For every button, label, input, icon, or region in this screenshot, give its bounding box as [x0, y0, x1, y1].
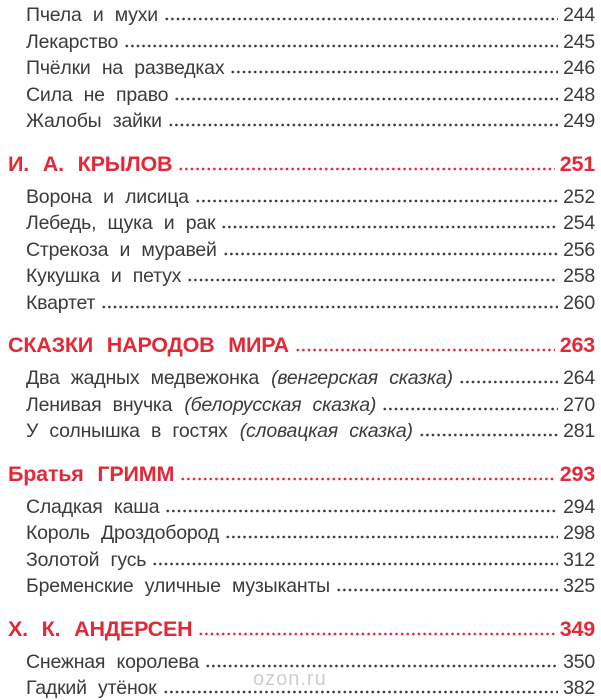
dot-leader [101, 305, 558, 309]
entry-page-number: 248 [563, 83, 595, 106]
entry-page-number: 264 [563, 367, 595, 389]
entry-page-number: 312 [563, 548, 595, 571]
toc-entry [0, 57, 595, 84]
entry-note: (венгерская сказка) [271, 367, 453, 389]
section-heading [0, 152, 595, 182]
dot-leader [382, 407, 558, 411]
entry-page-number: 246 [563, 57, 595, 79]
entry-title: Снежная королева [26, 650, 199, 673]
dot-leader [187, 278, 558, 282]
section-page-number: 251 [559, 151, 595, 176]
toc-entry [0, 239, 595, 266]
entry-title: Сила не право [26, 83, 169, 106]
entry-page-number: 249 [563, 110, 595, 132]
section-heading-label: И. А. КРЫЛОВ [8, 151, 173, 176]
dot-leader [163, 690, 559, 694]
section-heading [0, 333, 595, 363]
dot-leader [164, 17, 558, 21]
entry-page-number: 258 [563, 265, 595, 287]
entry-page-number: 254 [563, 212, 595, 234]
toc-entry [0, 31, 595, 58]
dot-leader [152, 562, 558, 566]
entry-title: Лебедь, щука и рак [26, 212, 216, 234]
dot-leader [230, 70, 558, 74]
section-heading [0, 617, 595, 647]
entry-title: Бременские уличные музыканты [26, 575, 330, 597]
toc-entry [0, 549, 595, 576]
toc-section [0, 333, 595, 447]
toc-entry [0, 420, 595, 447]
section-heading [0, 462, 595, 492]
entry-title: Гадкий утёнок [26, 677, 157, 699]
entry-title: Пчела и мухи [26, 4, 158, 26]
table-of-contents [0, 4, 595, 700]
entry-note: (словацкая сказка) [239, 420, 413, 442]
section-heading-label: Братья ГРИММ [8, 461, 175, 486]
dot-leader [336, 588, 558, 592]
entry-title: Ленивая внучка [26, 393, 173, 416]
entry-page-number: 281 [563, 420, 595, 442]
toc-entry [0, 522, 595, 549]
toc-entry [0, 212, 595, 239]
toc-entry [0, 4, 595, 31]
dot-leader [221, 225, 558, 229]
entry-title: Кукушка и петух [26, 265, 182, 287]
entry-title: Лекарство [26, 30, 119, 53]
dot-leader [168, 123, 558, 127]
dot-leader [178, 167, 554, 171]
entry-page-number: 245 [563, 30, 595, 53]
section-heading-label: СКАЗКИ НАРОДОВ МИРА [8, 333, 289, 357]
entry-title: Два жадных медвежонка [26, 367, 260, 389]
section-heading-label: Х. К. АНДЕРСЕН [8, 616, 193, 641]
entry-page-number: 270 [563, 393, 595, 416]
entry-page-number: 298 [563, 522, 595, 544]
entry-note: (белорусская сказка) [184, 393, 377, 416]
dot-leader [223, 252, 558, 256]
dot-leader [124, 44, 558, 48]
entry-title: Стрекоза и муравей [26, 238, 217, 261]
toc-entry [0, 394, 595, 421]
entry-title: Король Дроздобород [26, 522, 219, 544]
entry-page-number: 325 [563, 575, 595, 597]
dot-leader [165, 509, 558, 513]
toc-entry [0, 575, 595, 602]
section-page-number: 263 [559, 333, 595, 357]
dot-leader [180, 477, 555, 481]
dot-leader [174, 97, 558, 101]
dot-leader [419, 433, 558, 437]
toc-entry [0, 292, 595, 319]
entry-title: Пчёлки на разведках [26, 57, 225, 79]
toc-entry [0, 265, 595, 292]
entry-title: Сладкая каша [26, 495, 160, 518]
entry-page-number: 252 [563, 185, 595, 208]
entry-title: У солнышка в гостях [26, 420, 228, 442]
entry-page-number: 350 [563, 650, 595, 673]
section-page-number: 349 [559, 616, 595, 641]
entry-title: Квартет [26, 291, 96, 314]
dot-leader [205, 664, 558, 668]
dot-leader [198, 632, 554, 636]
entry-page-number: 260 [563, 291, 595, 314]
watermark: ozon.ru [253, 668, 327, 690]
dot-leader [459, 380, 558, 384]
toc-section [0, 462, 595, 602]
toc-section [0, 4, 595, 137]
entry-title: Золотой гусь [26, 548, 147, 571]
toc-entry [0, 367, 595, 394]
section-page-number: 293 [559, 461, 595, 486]
entry-page-number: 382 [563, 677, 595, 699]
dot-leader [195, 199, 558, 203]
entry-page-number: 244 [563, 4, 595, 26]
toc-entry [0, 496, 595, 523]
entry-title: Ворона и лисица [26, 185, 189, 208]
toc-entry [0, 110, 595, 137]
entry-page-number: 256 [563, 238, 595, 261]
toc-entry [0, 84, 595, 111]
toc-entry [0, 186, 595, 213]
dot-leader [295, 348, 555, 352]
dot-leader [225, 535, 558, 539]
entry-title: Жалобы зайки [26, 110, 162, 132]
entry-page-number: 294 [563, 495, 595, 518]
toc-section [0, 152, 595, 319]
